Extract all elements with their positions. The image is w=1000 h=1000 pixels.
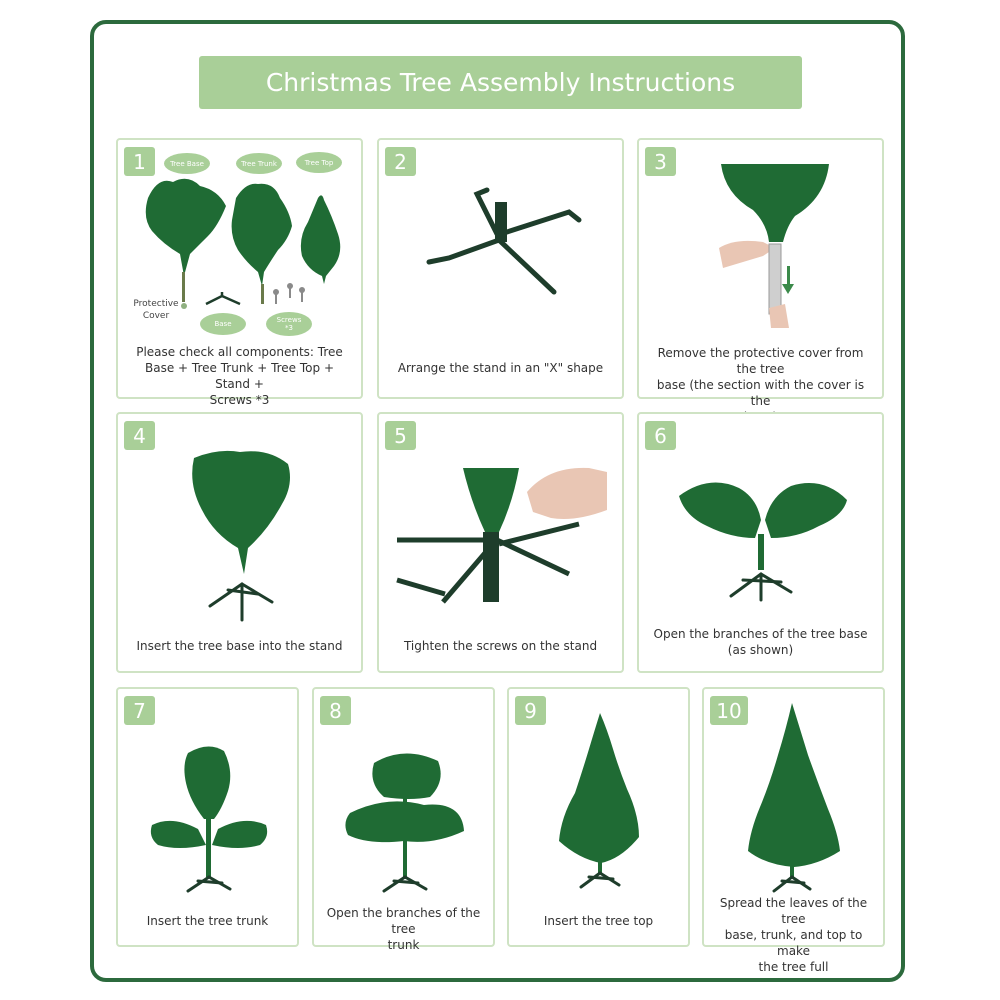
base-in-stand-illustration [118, 444, 365, 624]
label-base: Base [200, 313, 246, 335]
step-card-7 [116, 687, 299, 947]
step-number: 3 [645, 147, 676, 176]
finished-tree-illustration [704, 699, 887, 899]
step-card-10 [702, 687, 885, 974]
step-number: 2 [385, 147, 416, 176]
tighten-screws-illustration [379, 462, 626, 612]
step-card-1 [116, 138, 363, 407]
label-protective-cover: Protective Cover [133, 299, 179, 321]
step-number: 10 [710, 696, 748, 725]
step-card-2 [377, 138, 624, 399]
step-number: 8 [320, 696, 351, 725]
label-tree-top: Tree Top [296, 152, 342, 173]
step-card-3 [637, 138, 884, 408]
open-trunk-branches-illustration [314, 741, 497, 901]
page-title: Christmas Tree Assembly Instructions [265, 68, 736, 97]
step-caption: Arrange the stand in an "X" shape [397, 361, 604, 375]
step-card-5 [377, 412, 624, 673]
step-caption: Insert the tree trunk [146, 914, 269, 928]
step-caption: Spread the leaves of the tree base, trunk, and top to make the tree full [719, 896, 868, 974]
step-caption: Remove the protective cover from the tree base (the section with the cover is the [656, 346, 865, 408]
step-caption: Insert the tree top [543, 914, 654, 928]
step-number: 7 [124, 696, 155, 725]
step-number: 4 [124, 421, 155, 450]
step-number: 6 [645, 421, 676, 450]
label-tree-base: Tree Base [164, 153, 210, 174]
stand-illustration [379, 180, 626, 320]
step-card-8 [312, 687, 495, 952]
open-base-branches-illustration [639, 464, 886, 614]
label-tree-trunk: Tree Trunk [236, 153, 282, 174]
step-card-4 [116, 412, 363, 673]
insert-trunk-illustration [118, 741, 301, 901]
step-number: 9 [515, 696, 546, 725]
step-card-9 [507, 687, 690, 947]
title-banner [199, 56, 802, 109]
step-caption: Insert the tree base into the stand [136, 639, 343, 653]
insert-top-illustration [509, 709, 692, 889]
step-caption: Tighten the screws on the stand [403, 639, 598, 653]
remove-cover-illustration [639, 158, 886, 328]
step-card-6 [637, 412, 884, 673]
step-caption: Open the branches of the tree trunk [326, 906, 481, 952]
label-screws: Screws *3 [266, 312, 312, 336]
step-number: 1 [124, 147, 155, 176]
step-caption: Please check all components: Tree Base + Tree Trunk + Tree Top + Stand + Screws *3 [136, 345, 343, 407]
step-caption: Open the branches of the tree base (as shown) [653, 627, 868, 657]
step-number: 5 [385, 421, 416, 450]
